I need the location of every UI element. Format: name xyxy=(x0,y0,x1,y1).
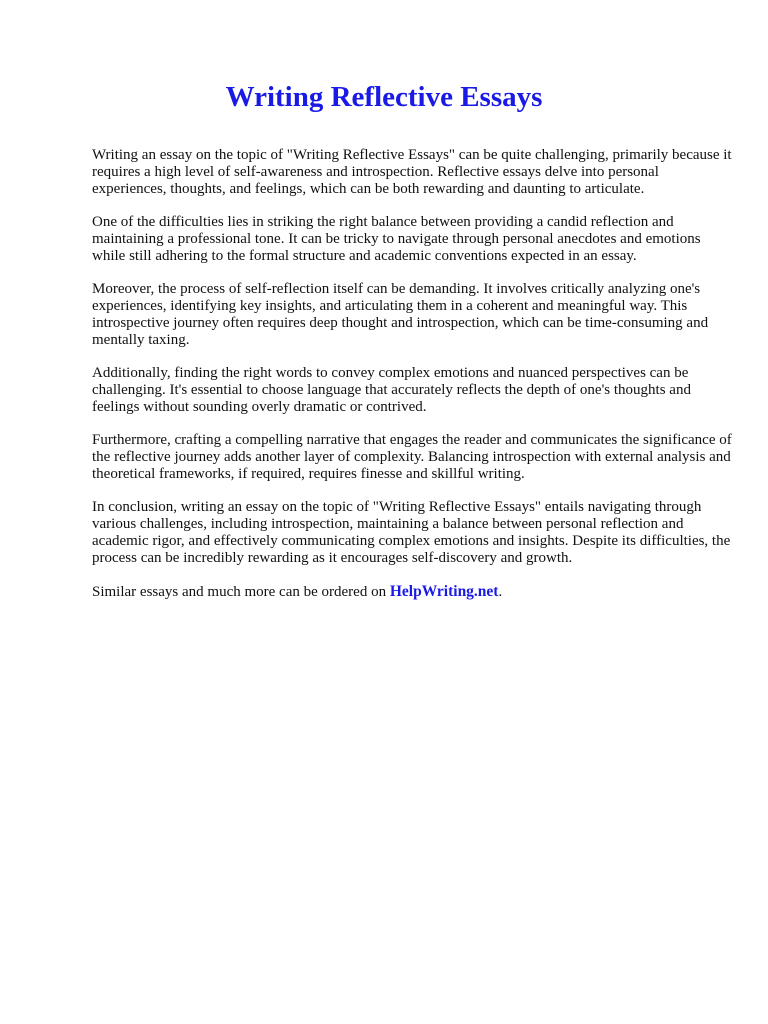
paragraph-3: Moreover, the process of self-reflection itself can be demanding. It involves critically analyzing one's experiences, identifying key insights, and articulating them in a coherent and meaningful way. This introspective journey often requires deep thought and introspection, which can be time-consuming and mentally taxing. xyxy=(92,281,709,348)
closing-text: Similar essays and much more can be ordered on xyxy=(92,584,390,600)
paragraph-1: Writing an essay on the topic of "Writing Reflective Essays" can be quite challenging, primarily because it requires a high level of self-awareness and introspection. Reflective essays delve into personal experiences, thoughts, and feelings, which can be both rewarding and daunting to articulate. xyxy=(92,147,732,197)
paragraph-4: Additionally, finding the right words to convey complex emotions and nuanced perspectives can be challenging. It's essential to choose language that accurately reflects the depth of one's thoughts and feelings without sounding overly dramatic or contrived. xyxy=(92,365,691,415)
essay-body xyxy=(92,147,732,617)
paragraph-6: In conclusion, writing an essay on the topic of "Writing Reflective Essays" entails navigating through various challenges, including introspection, maintaining a balance between personal reflection and academic rigor, and effectively communicating complex emotions and insights. Despite its difficulties, the process can be incredibly rewarding as it encourages self-discovery and growth. xyxy=(92,499,731,566)
closing-period: . xyxy=(498,584,503,600)
helpwriting-link[interactable]: HelpWriting.net xyxy=(389,583,499,600)
page-title: Writing Reflective Essays xyxy=(225,81,543,113)
closing-line xyxy=(92,583,732,601)
paragraph-2: One of the difficulties lies in striking the right balance between providing a candid reflection and maintaining a professional tone. It can be tricky to navigate through personal anecdotes and emotions while still adhering to the formal structure and academic conventions expected in an essay. xyxy=(92,214,701,264)
paragraph-5: Furthermore, crafting a compelling narrative that engages the reader and communicates the significance of the reflective journey adds another layer of complexity. Balancing introspection with external analysis and theoretical frameworks, if required, requires finesse and skillful writing. xyxy=(92,432,732,482)
